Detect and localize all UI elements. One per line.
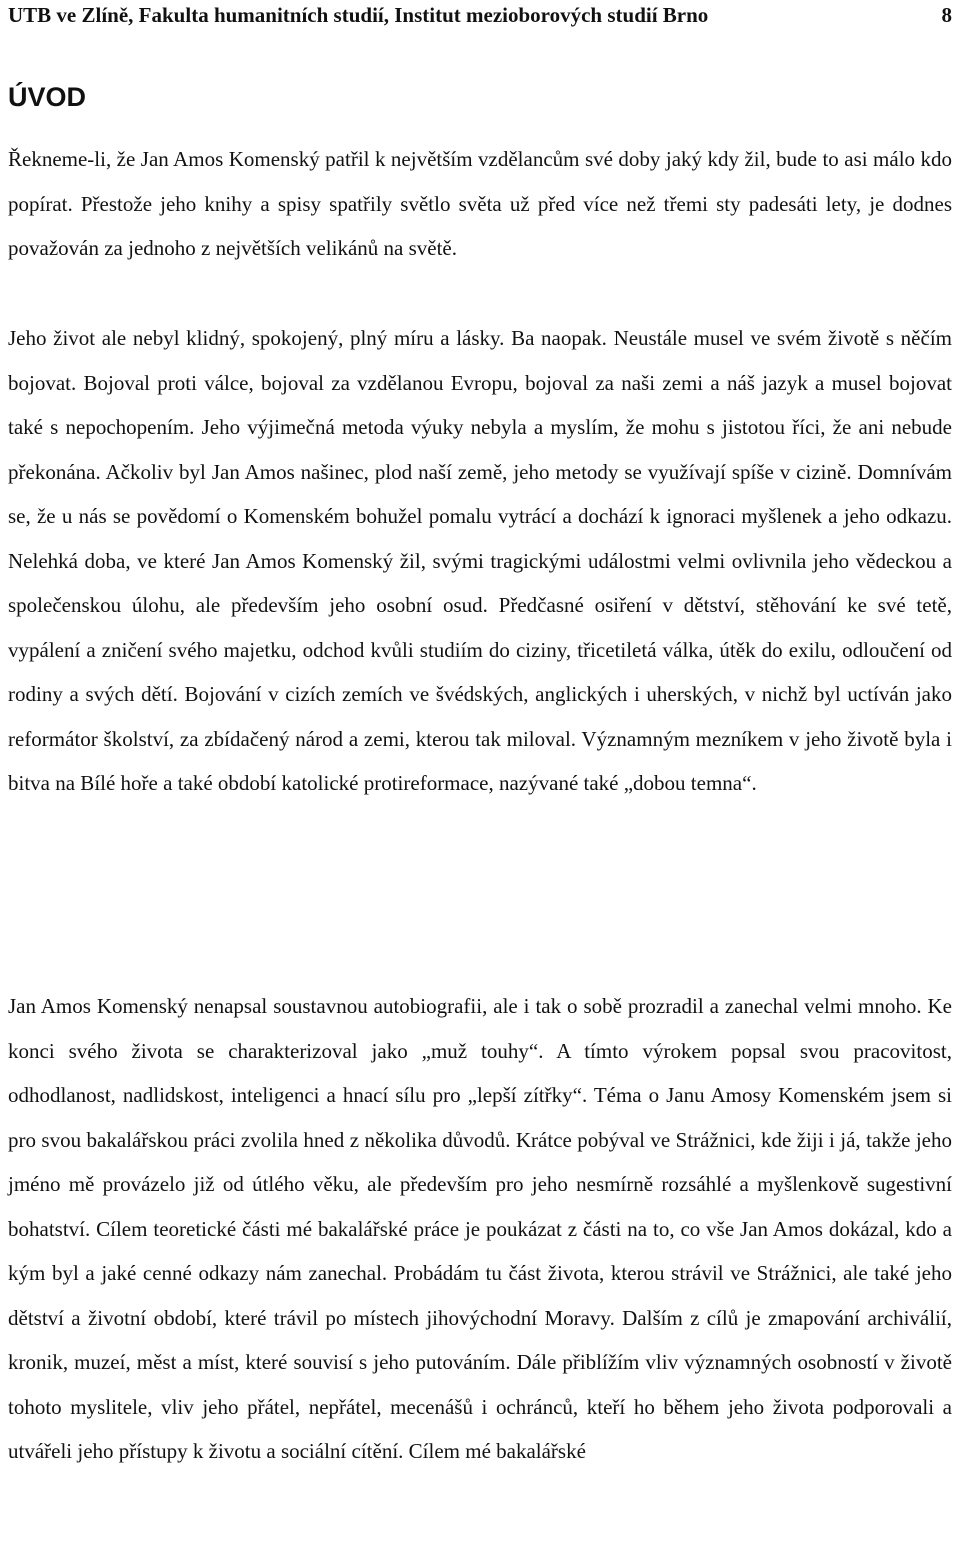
header-title: UTB ve Zlíně, Fakulta humanitních studií, Institut mezioborových studií Brno bbox=[8, 3, 709, 27]
page-number: 8 bbox=[941, 3, 952, 27]
running-header bbox=[8, 0, 952, 30]
paragraph-2: Jeho život ale nebyl klidný, spokojený, plný míru a lásky. Ba naopak. Neustále musel ve svém životě s něčím bojovat. Bojoval proti válce, bojoval za vzdělanou Evropu, bojoval za naši zemi a náš jazyk a musel bojovat také s nepochopením. Jeho výjimečná metoda výuky nebyla a myslím, že mohu s jistotou říci, že ani nebude překonána. Ačkoliv byl Jan Amos našinec, plod naší země, jeho metody se využívají spíše v cizině. Domnívám se, že u nás se povědomí o Komenském bohužel pomalu vytrácí a dochází k ignoraci myšlenek a jeho odkazu. Nelehká doba, ve které Jan Amos Komenský žil, svými tragickými událostmi velmi ovlivnila jeho vědeckou a společenskou úlohu, ale především jeho osobní osud. Předčasné osiření v dětství, stěhování ke své tetě, vypálení a zničení svého majetku, odchod kvůli studiím do ciziny, třicetiletá válka, útěk do exilu, odloučení od rodiny a svých dětí. Bojování v cizích zemích ve švédských, anglických i uherských, v nichž byl uctíván jako reformátor školství, za zbídačený národ a zemi, kterou tak miloval. Významným mezníkem v jeho životě byla i bitva na Bílé hoře a také období katolické protireformace, nazývané také „dobou temna“. bbox=[8, 326, 952, 795]
paragraph-1: Řekneme-li, že Jan Amos Komenský patřil k největším vzdělancům své doby jaký kdy žil, bude to asi málo kdo popírat. Přestože jeho knihy a spisy spatřily světlo světa už před více než třemi sty padesáti lety, je dodnes považován za jednoho z největších velikánů na světě. bbox=[8, 147, 952, 260]
section-title: ÚVOD bbox=[8, 82, 87, 112]
paragraph-3: Jan Amos Komenský nenapsal soustavnou autobiografii, ale i tak o sobě prozradil a zanechal velmi mnoho. Ke konci svého života se charakterizoval jako „muž touhy“. A tímto výrokem popsal svou pracovitost, odhodlanost, nadlidskost, inteligenci a hnací sílu pro „lepší zítřky“. Téma o Janu Amosy Komenském jsem si pro svou bakalářskou práci zvolila hned z několika důvodů. Krátce pobýval ve Strážnici, kde žiji i já, takže jeho jméno mě provázelo již od útlého věku, ale především pro jeho nesmírně rozsáhlé a myšlenkově sugestivní bohatství. Cílem teoretické části mé bakalářské práce je poukázat z části na to, co vše Jan Amos dokázal, kdo a kým byl a jaké cenné odkazy nám zanechal. Probádám tu část života, kterou strávil ve Strážnici, ale také jeho dětství a životní období, které trávil po místech jihovýchodní Moravy. Dalším z cílů je zmapování archiválií, kronik, muzeí, měst a míst, které souvisí s jeho putováním. Dále přiblížím vliv významných osobností v životě tohoto myslitele, vliv jeho přátel, nepřátel, mecenášů i ochránců, kteří ho během jeho života podporovali a utvářeli jeho přístupy k životu a sociální cítění. Cílem mé bakalářské bbox=[8, 994, 952, 1463]
